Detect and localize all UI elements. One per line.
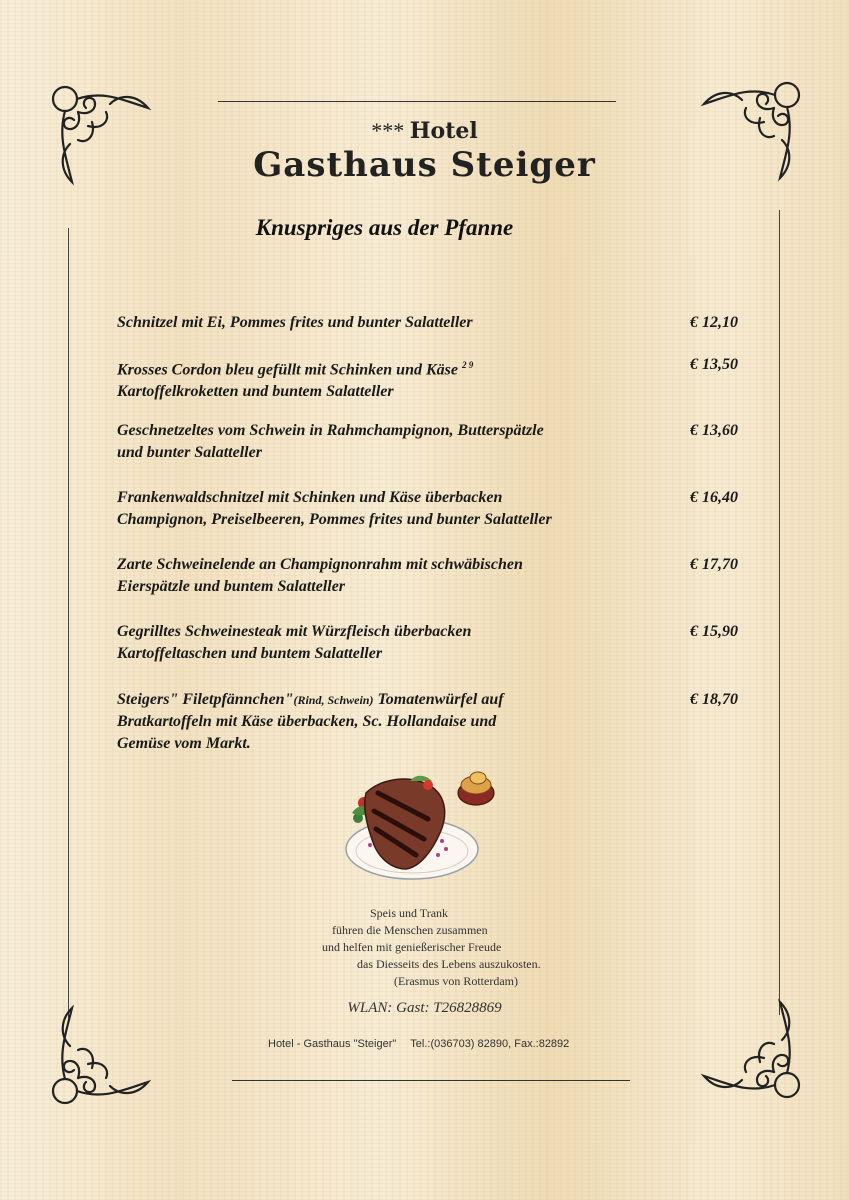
- allergen-note: 2 9: [461, 360, 474, 370]
- stars: ***: [371, 118, 405, 143]
- footer-contact: [268, 1038, 668, 1050]
- menu-item-price: € 15,90: [690, 623, 738, 640]
- left-rule: [68, 228, 69, 1018]
- wlan-info: WLAN: Gast: T26828869: [347, 1000, 502, 1016]
- menu-item-description: Gegrilltes Schweinesteak mit Würzfleisch überbacken Kartoffeltaschen und buntem Salatteller: [117, 623, 472, 662]
- menu-item-price: € 18,70: [690, 691, 738, 708]
- menu-item-price: € 13,50: [690, 356, 738, 373]
- menu-item-description: Schnitzel mit Ei, Pommes frites und bunter Salatteller: [117, 314, 473, 331]
- menu-item-price: € 12,10: [690, 314, 738, 331]
- hotel-name: Gasthaus Steiger: [253, 145, 596, 185]
- menu-item-price: € 17,70: [690, 556, 738, 573]
- menu-item-price: € 16,40: [690, 489, 738, 506]
- bottom-rule: [232, 1080, 630, 1081]
- section-title: Knuspriges aus der Pfanne: [255, 215, 514, 240]
- menu-item-description: Zarte Schweinelende an Champignonrahm mit schwäbischen Eierspätzle und buntem Salatteller: [117, 556, 523, 595]
- right-rule: [779, 210, 780, 1015]
- footer-phone: Tel.:(036703) 82890,: [410, 1038, 512, 1050]
- footer-hotel-name: Hotel - Gasthaus "Steiger": [268, 1038, 397, 1050]
- menu-item-description: Geschnetzeltes vom Schwein in Rahmchampignon, Butterspätzle und bunter Salatteller: [117, 422, 544, 461]
- menu-item-description: Krosses Cordon bleu gefüllt mit Schinken und Käse $^{2 9}$ Kartoffelkroketten und buntem Salatteller: [117, 360, 474, 401]
- menu-item-description: Steigers" Filetpfännchen"(Rind, Schwein) Tomatenwürfel auf Bratkartoffeln mit Käse überbacken, Sc. Hollandaise und Gemüse vom Markt.: [117, 691, 504, 752]
- hotel-stars-line: [0, 118, 849, 144]
- meat-note: (Rind, Schwein): [293, 693, 374, 707]
- footer-fax: Fax.:82892: [514, 1038, 570, 1050]
- steak-illustration: [340, 763, 502, 885]
- hotel-label: Hotel: [409, 118, 478, 144]
- quote-block: Speis und Trank führen die Menschen zusammen und helfen mit genießerischer Freude das Diesseits des Lebens auszukosten. (Erasmus von Rotterdam): [322, 906, 541, 988]
- menu-item-description: Frankenwaldschnitzel mit Schinken und Käse überbacken Champignon, Preiselbeeren, Pommes frites und bunter Salatteller: [117, 489, 552, 528]
- menu-item-price: € 13,60: [690, 422, 738, 439]
- top-rule: [218, 101, 616, 102]
